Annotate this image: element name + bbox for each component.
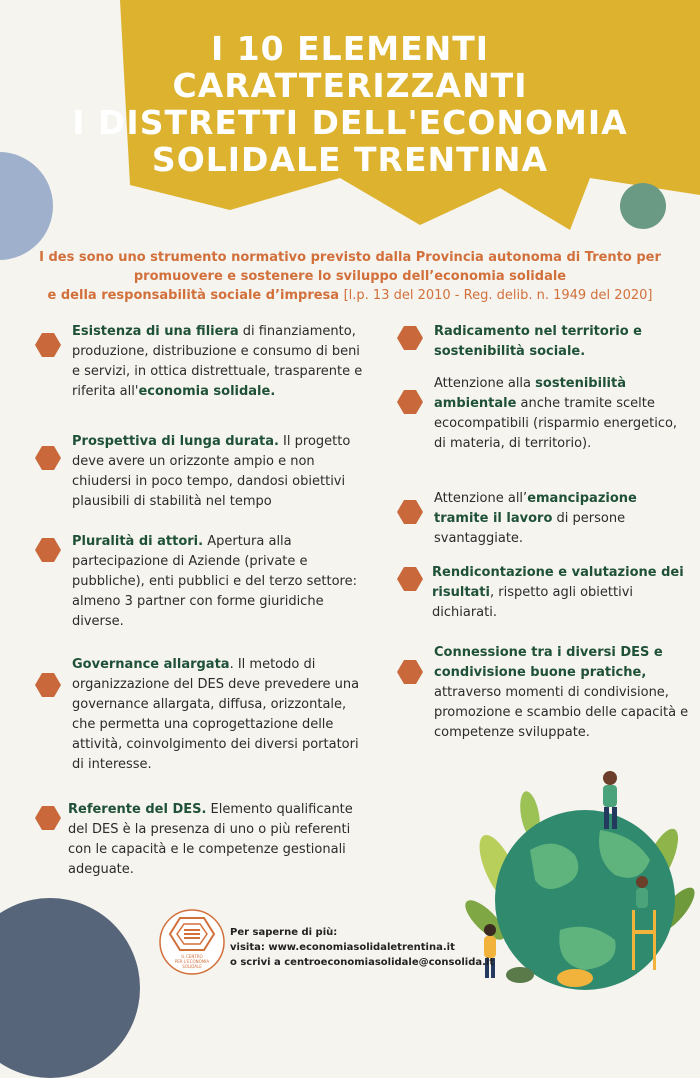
title-line-1: I 10 ELEMENTI [210,29,490,68]
intro-line-1: I des sono uno strumento normativo previsto dalla Provincia autonoma di Trento per [39,250,661,265]
title-line-2: CARATTERIZZANTI [172,66,528,105]
email-link[interactable]: o scrivi a centroeconomiasolidale@consolida.it [230,957,495,968]
element-referente: Referente del DES. Elemento qualificante del DES è la presenza di uno o più referenti con le capacità e le competenze gestionali adeguate. [68,802,353,877]
hexagon-icon [397,390,423,414]
element-filiera: Esistenza di una filiera di finanziamento, produzione, distribuzione e consumo di beni e servizi, in ottica distrettuale, trasparente e riferita all'economia solidale. [72,324,363,399]
logo-text-line-2: PER L'ECONOMIA [174,959,210,964]
hexagon-icon [397,326,423,350]
hexagon-icon [35,446,61,470]
title-line-4: SOLIDALE TRENTINA [151,140,549,179]
website-link[interactable]: visita: www.economiasolidaletrentina.it [230,942,455,953]
hexagon-icon [35,673,61,697]
intro-line-3: e della responsabilità sociale d’impresa [47,288,340,303]
hexagon-icon [35,333,61,357]
title-line-3: I DISTRETTI DELL'ECONOMIA [72,103,628,142]
hexagon-icon [35,538,61,562]
element-radicamento: Radicamento nel territorio e sostenibilità sociale. [434,324,642,359]
intro-line-2: promuovere e sostenere lo sviluppo dell’economia solidale [133,269,567,284]
element-pluralita-attori: Pluralità di attori. Apertura alla partecipazione di Aziende (private e pubbliche), enti pubblici e del terzo settore: almeno 3 partner con forme giuridiche diverse. [72,534,357,629]
page-title [0,30,700,178]
element-lunga-durata: Prospettiva di lunga durata. Il progetto deve avere un orizzonte ampio e non chiudersi in poco tempo, dandosi obiettivi plausibili di stabilità nel tempo [72,434,351,509]
element-rendicontazione: Rendicontazione e valutazione dei risultati, rispetto agli obiettivi dichiarati. [432,565,684,620]
hexagon-icon [35,806,61,830]
centro-economia-solidale-logo [158,908,226,976]
element-connessione: Connessione tra i diversi DES e condivisione buone pratiche, attraverso momenti di condivisione, promozione e scambio delle capacità e competenze sviluppate. [434,645,689,740]
law-reference: [l.p. 13 del 2010 - Reg. delib. n. 1949 del 2020] [343,288,653,303]
hexagon-icon [397,567,423,591]
footer-contacts [230,925,520,970]
element-sostenibilita-ambientale: Attenzione alla sostenibilità ambientale anche tramite scelte ecocompatibili (risparmio energetico, di materia, di territorio). [434,376,678,451]
footer-heading: Per saperne di più: [230,927,338,938]
intro-paragraph [20,248,680,305]
hexagon-icon [397,660,423,684]
navy-circle-decoration [0,898,140,1078]
element-governance: Governance allargata. Il metodo di organizzazione del DES deve prevedere una governance allargata, diffusa, orizzontale, che permetta una coprogettazione delle attività, coinvolgimento dei diversi portatori di interesse. [72,657,360,772]
green-circle-decoration [620,183,666,229]
element-emancipazione: Attenzione all’emancipazione tramite il lavoro di persone svantaggiate. [434,491,637,546]
hexagon-icon [397,500,423,524]
logo-text-line-1: IL CENTRO [181,954,203,959]
logo-text-line-3: SOLIDALE [182,964,202,969]
